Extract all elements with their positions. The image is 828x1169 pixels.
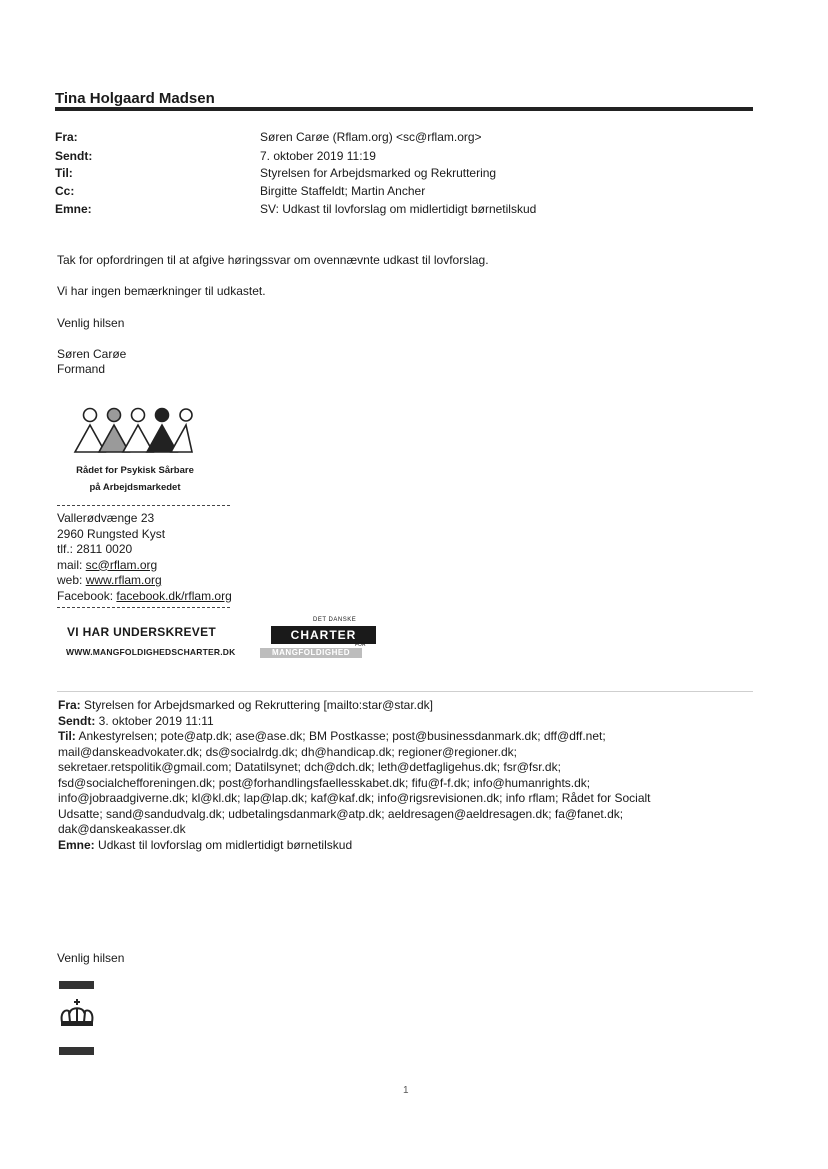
fwd-to-line: sekretaer.retspolitik@gmail.com; Datatilsynet; dch@dch.dk; leth@detfagligehus.dk; fsr@fsr.dk; — [58, 760, 561, 774]
organization-logo-text — [55, 462, 215, 496]
facebook-row — [57, 589, 232, 605]
sent-label: Sendt: — [55, 149, 93, 163]
fwd-to-line: fsd@socialchefforeningen.dk; post@forhandlingsfaellesskabet.dk; fifu@f-f.dk; info@humanrights.dk; — [58, 775, 591, 790]
address-line: 2960 Rungsted Kyst — [57, 526, 166, 541]
greeting: Venlig hilsen — [57, 316, 125, 330]
signature-divider — [57, 505, 230, 506]
to-label: Til: — [55, 166, 73, 180]
forward-separator — [57, 691, 753, 692]
signature-divider — [57, 607, 230, 608]
web-row — [57, 573, 232, 589]
charter-logo: CHARTER — [271, 626, 376, 644]
fwd-from: Styrelsen for Arbejdsmarked og Rekruttering [mailto:star@star.dk] — [80, 698, 433, 712]
mailbox-owner-name: Tina Holgaard Madsen — [55, 90, 215, 107]
facebook-label: Facebook: — [57, 588, 117, 603]
cc-label: Cc: — [55, 184, 75, 198]
fwd-to-label: Til: — [58, 729, 76, 743]
fwd-to-line: info@jobraadgiverne.dk; kl@kl.dk; lap@lap.dk; kaf@kaf.dk; info@rigsrevisionen.dk; info rflam; Rådet for Socialt — [58, 791, 651, 805]
subject-value: SV: Udkast til lovforslag om midlertidigt børnetilskud — [260, 202, 537, 216]
fwd-from-label: Fra: — [58, 698, 81, 712]
fwd-to-line: Ankestyrelsen; pote@atp.dk; ase@ase.dk; BM Postkasse; post@businessdanmark.dk; dff@dff.net; — [75, 729, 606, 743]
fwd-subject-label: Emne: — [58, 837, 95, 852]
charter-logo-mini: FOR — [355, 642, 366, 648]
forwarded-header — [58, 698, 748, 853]
cc-value: Birgitte Staffeldt; Martin Ancher — [260, 184, 426, 198]
redaction-bar — [59, 981, 94, 989]
fwd-to-line: dak@danskeakasser.dk — [58, 822, 186, 836]
web-label: web: — [57, 573, 86, 587]
charter-logo-sub: MANGFOLDIGHED — [260, 648, 362, 658]
fwd-subject: Udkast til lovforslag om midlertidigt børnetilskud — [94, 837, 353, 852]
redaction-bar — [59, 1047, 94, 1055]
sender-title: Formand — [57, 362, 106, 376]
from-label: Fra: — [55, 130, 78, 144]
charter-signed-text: VI HAR UNDERSKREVET — [67, 625, 217, 639]
fwd-sent-label: Sendt: — [58, 713, 96, 728]
web-link[interactable]: www.rflam.org — [85, 573, 162, 587]
sent-value: 7. oktober 2019 11:19 — [260, 149, 376, 163]
mail-label: mail: — [57, 557, 86, 572]
body-paragraph: Tak for opfordringen til at afgive høringssvar om ovennævnte udkast til lovforslag. — [57, 253, 489, 267]
owner-divider — [55, 107, 753, 111]
fwd-to-line: mail@danskeadvokater.dk; ds@socialrdg.dk; dh@handicap.dk; regioner@regioner.dk; — [58, 744, 517, 759]
facebook-link[interactable]: facebook.dk/rflam.org — [116, 588, 232, 603]
signature-block — [57, 511, 232, 604]
mail-link[interactable]: sc@rflam.org — [85, 557, 158, 572]
mail-row — [57, 558, 232, 574]
fwd-to-line: Udsatte; sand@sandudvalg.dk; udbetalingsdanmark@atp.dk; aeldresagen@aeldresagen.dk; fa@fanet.dk; — [58, 806, 624, 821]
fwd-greeting: Venlig hilsen — [57, 951, 125, 965]
phone: tlf.: 2811 0020 — [57, 542, 133, 556]
charter-logo-top: DET DANSKE — [313, 617, 357, 623]
charter-url: WWW.MANGFOLDIGHEDSCHARTER.DK — [66, 647, 236, 657]
crown-icon — [58, 998, 96, 1028]
body-paragraph: Vi har ingen bemærkninger til udkastet. — [57, 284, 266, 298]
subject-label: Emne: — [55, 202, 92, 216]
organization-logo-graphic — [73, 403, 193, 459]
logo-line: Rådet for Psykisk Sårbare — [76, 465, 194, 476]
address-line: Vallerødvænge 23 — [57, 511, 155, 525]
page-number: 1 — [403, 1085, 409, 1096]
to-value: Styrelsen for Arbejdsmarked og Rekruttering — [260, 166, 497, 180]
fwd-sent: 3. oktober 2019 11:11 — [95, 713, 214, 728]
logo-line: på Arbejdsmarkedet — [89, 482, 181, 493]
sender-name: Søren Carøe — [57, 347, 127, 361]
from-value: Søren Carøe (Rflam.org) <sc@rflam.org> — [260, 130, 482, 144]
